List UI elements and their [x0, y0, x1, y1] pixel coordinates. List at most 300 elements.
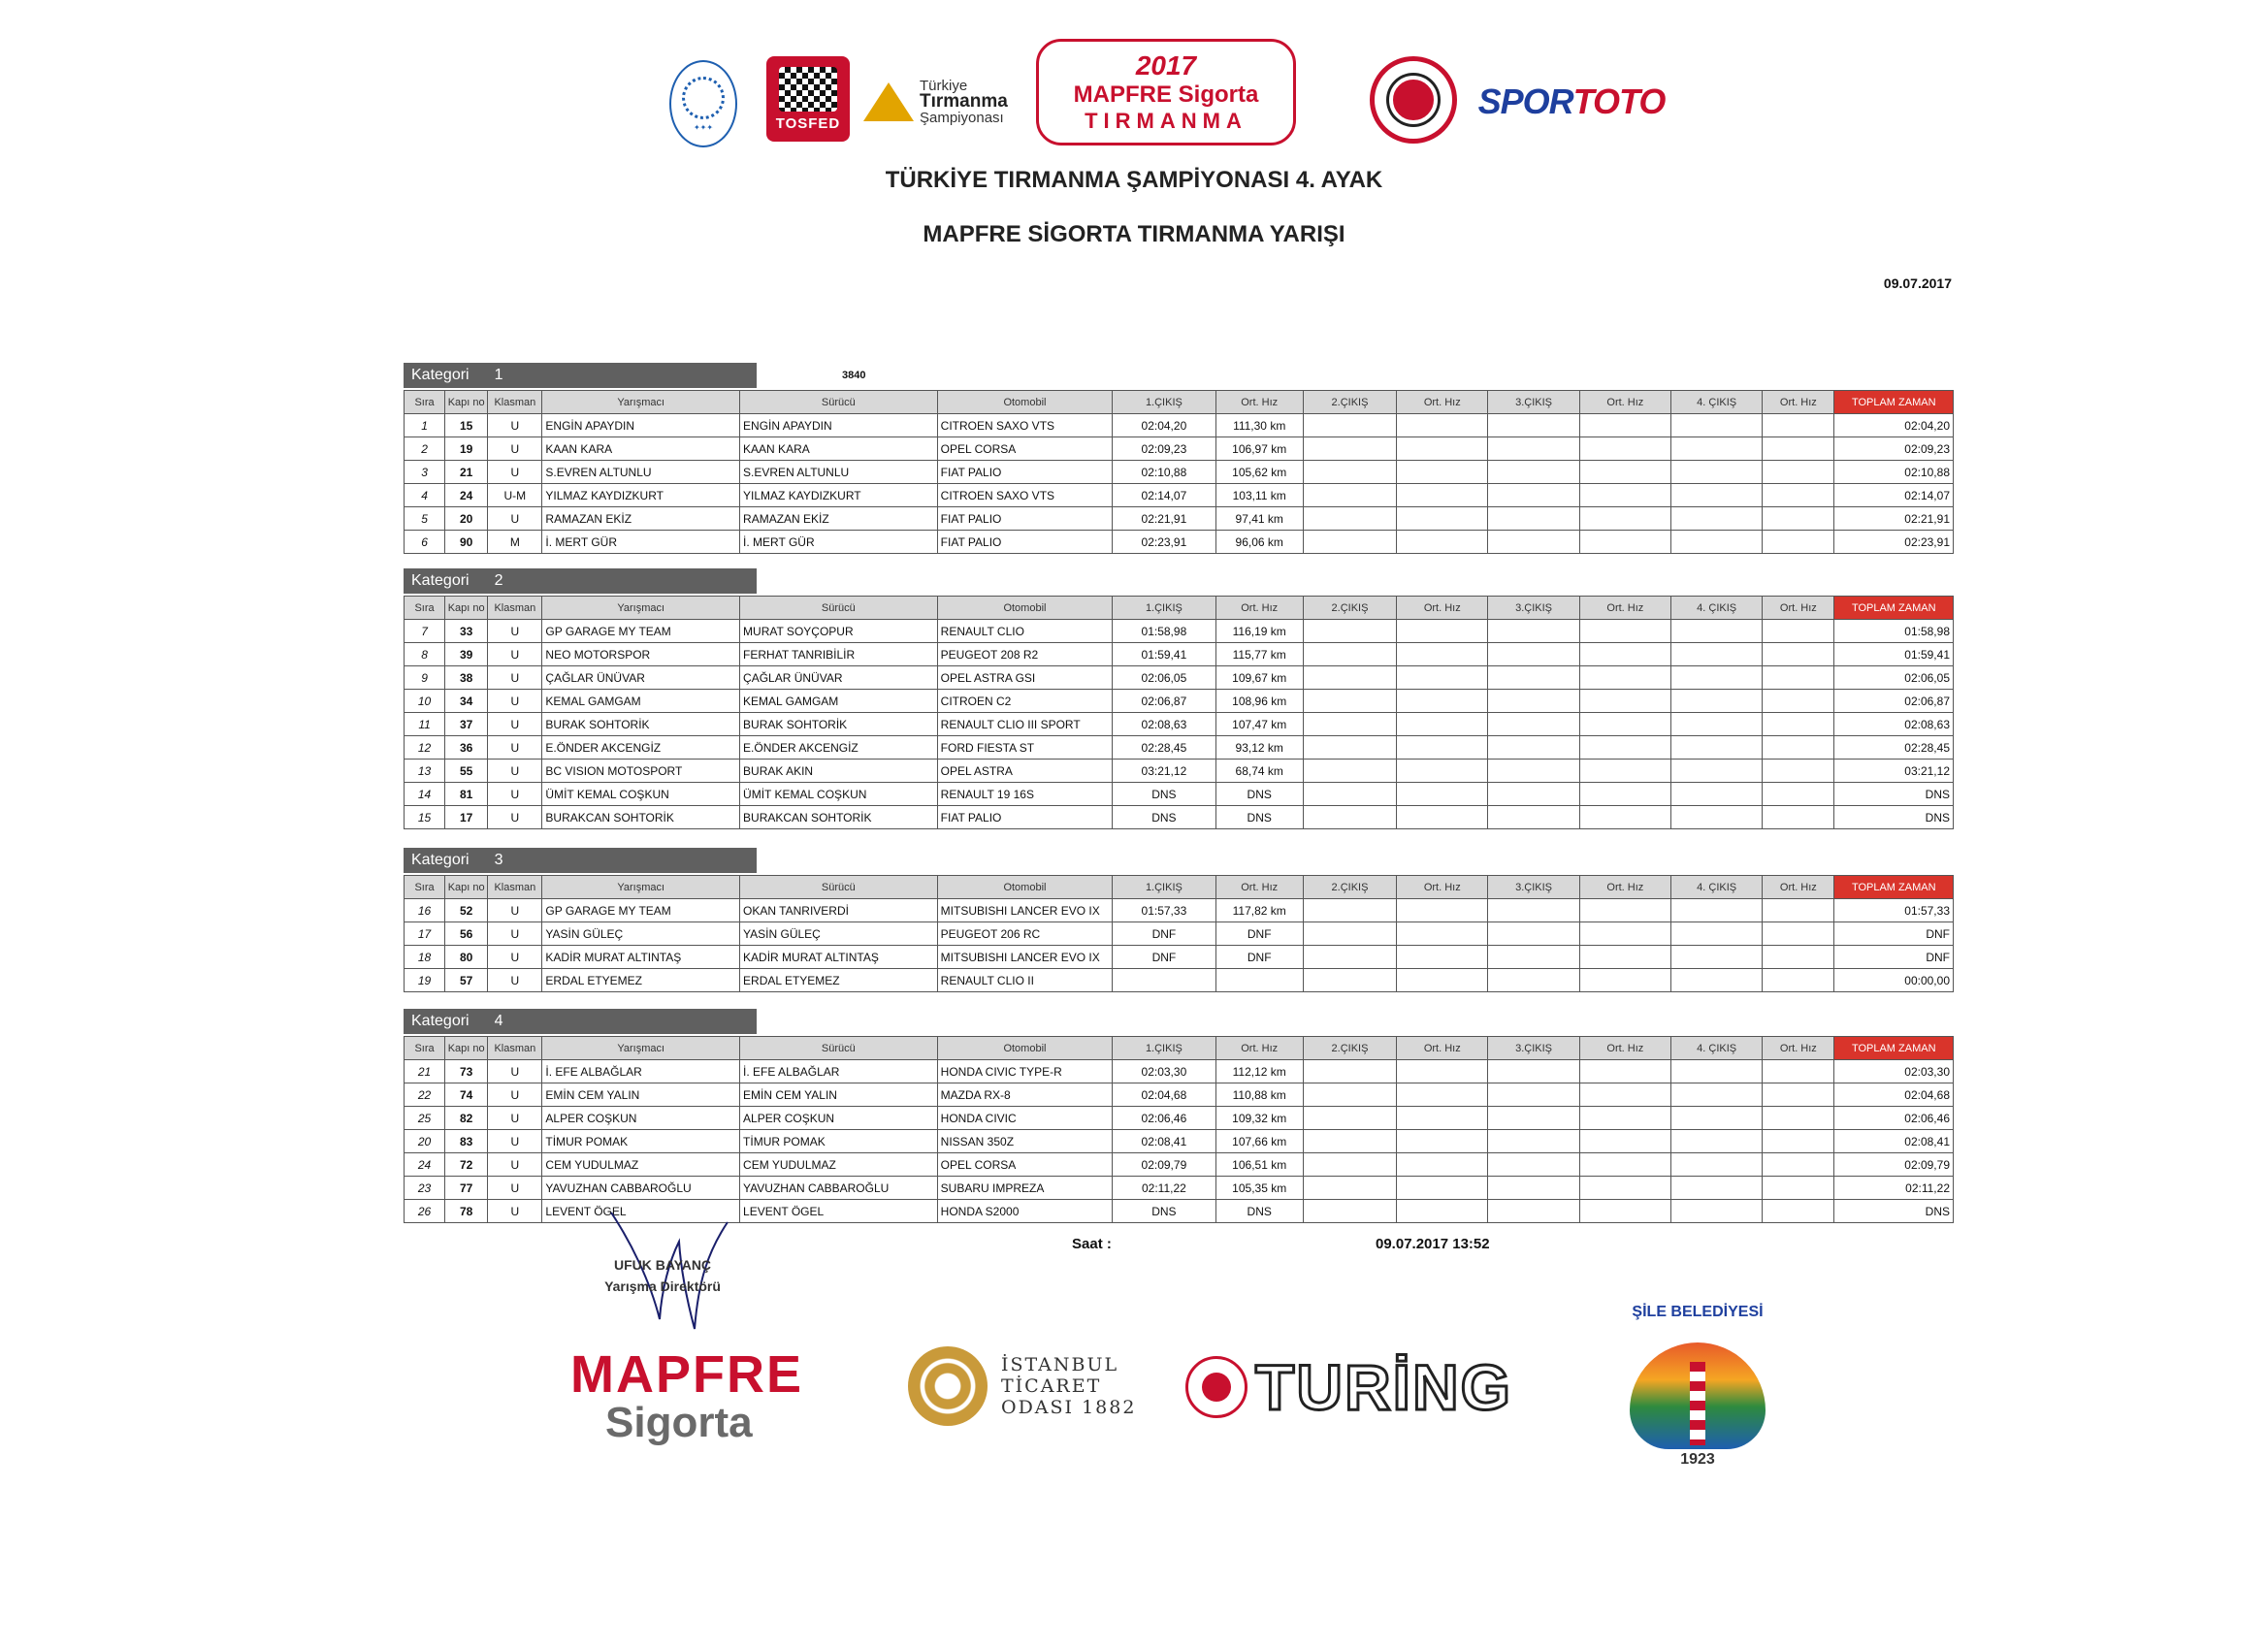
cell-competitor: NEO MOTORSPOR: [542, 643, 740, 666]
cell-driver: E.ÖNDER AKCENGİZ: [740, 736, 938, 760]
cell-rank: 15: [405, 806, 445, 829]
cell-total-time: 02:04,20: [1834, 414, 1954, 437]
cell-run4: [1670, 1177, 1762, 1200]
cell-car: PEUGEOT 208 R2: [937, 643, 1113, 666]
cell-competitor: KAAN KARA: [542, 437, 740, 461]
cell-speed3: [1579, 899, 1670, 922]
cell-run1: 01:57,33: [1113, 899, 1215, 922]
cell-run1: DNS: [1113, 806, 1215, 829]
column-header-run4: 4. ÇIKIŞ: [1670, 391, 1762, 414]
table-row: [405, 899, 1954, 922]
cell-run1: [1113, 969, 1215, 992]
sile-municipality-logo: ŞİLE BELEDİYESİ 1923: [1610, 1304, 1785, 1478]
category-label: Kategori: [411, 1013, 470, 1029]
cell-driver: YAVUZHAN CABBAROĞLU: [740, 1177, 938, 1200]
cell-speed2: [1397, 1083, 1488, 1107]
cell-car: FIAT PALIO: [937, 806, 1113, 829]
cell-speed2: [1397, 531, 1488, 554]
cell-speed1: 105,35 km: [1215, 1177, 1303, 1200]
cell-speed4: [1763, 484, 1834, 507]
table-row: [405, 1177, 1954, 1200]
cell-door-no: 19: [445, 437, 488, 461]
column-header-run3: 3.ÇIKIŞ: [1488, 391, 1579, 414]
cell-speed4: [1763, 461, 1834, 484]
cell-total-time: 02:23,91: [1834, 531, 1954, 554]
cell-car: MAZDA RX-8: [937, 1083, 1113, 1107]
cell-class: U: [488, 946, 542, 969]
table-row: [405, 1107, 1954, 1130]
cell-rank: 24: [405, 1153, 445, 1177]
table-row: [405, 1130, 1954, 1153]
cell-door-no: 77: [445, 1177, 488, 1200]
cell-run2: [1303, 783, 1396, 806]
cell-speed2: [1397, 1177, 1488, 1200]
cell-run1: 02:14,07: [1113, 484, 1215, 507]
column-header-run4: 4. ÇIKIŞ: [1670, 876, 1762, 899]
cell-driver: İ. EFE ALBAĞLAR: [740, 1060, 938, 1083]
director-title: Yarışma Direktörü: [604, 1278, 721, 1294]
column-header-run1: 1.ÇIKIŞ: [1113, 391, 1215, 414]
cell-rank: 20: [405, 1130, 445, 1153]
cell-run4: [1670, 1153, 1762, 1177]
cell-driver: BURAK SOHTORİK: [740, 713, 938, 736]
cell-competitor: GP GARAGE MY TEAM: [542, 899, 740, 922]
cell-run1: 02:21,91: [1113, 507, 1215, 531]
cell-run3: [1488, 484, 1579, 507]
cell-run1: 02:28,45: [1113, 736, 1215, 760]
cell-speed3: [1579, 461, 1670, 484]
cell-run2: [1303, 1153, 1396, 1177]
cell-run4: [1670, 946, 1762, 969]
championship-logo: Türkiye Tırmanma Şampiyonası: [863, 68, 1019, 136]
cell-class: U: [488, 899, 542, 922]
cell-class: U: [488, 1130, 542, 1153]
cell-run1: 02:06,46: [1113, 1107, 1215, 1130]
column-header-speed2: Ort. Hız: [1397, 876, 1488, 899]
column-header-door-no: Kapı no: [445, 876, 488, 899]
cell-run2: [1303, 620, 1396, 643]
cell-run3: [1488, 899, 1579, 922]
table-row: [405, 736, 1954, 760]
cell-door-no: 83: [445, 1130, 488, 1153]
cell-speed1: 109,32 km: [1215, 1107, 1303, 1130]
cell-speed2: [1397, 507, 1488, 531]
cell-driver: İ. MERT GÜR: [740, 531, 938, 554]
cell-total-time: 01:59,41: [1834, 643, 1954, 666]
cell-rank: 3: [405, 461, 445, 484]
cell-speed2: [1397, 783, 1488, 806]
cell-run1: 02:08,63: [1113, 713, 1215, 736]
cell-speed1: 96,06 km: [1215, 531, 1303, 554]
cell-total-time: DNF: [1834, 922, 1954, 946]
cell-run2: [1303, 1083, 1396, 1107]
cell-run1: 01:59,41: [1113, 643, 1215, 666]
cell-speed1: 107,66 km: [1215, 1130, 1303, 1153]
cell-class: U: [488, 1153, 542, 1177]
cell-rank: 13: [405, 760, 445, 783]
category-label: Kategori: [411, 367, 470, 383]
column-header-speed4: Ort. Hız: [1763, 876, 1834, 899]
cell-run1: 02:03,30: [1113, 1060, 1215, 1083]
cell-rank: 12: [405, 736, 445, 760]
cell-speed2: [1397, 1200, 1488, 1223]
cell-run3: [1488, 946, 1579, 969]
cell-speed4: [1763, 531, 1834, 554]
column-header-speed3: Ort. Hız: [1579, 1037, 1670, 1060]
cell-speed2: [1397, 899, 1488, 922]
cell-car: HONDA CIVIC: [937, 1107, 1113, 1130]
cell-door-no: 81: [445, 783, 488, 806]
category-number: 1: [494, 367, 503, 383]
document-date: 09.07.2017: [1883, 275, 1952, 291]
table-row: [405, 922, 1954, 946]
cell-class: U: [488, 1083, 542, 1107]
column-header-door-no: Kapı no: [445, 597, 488, 620]
cell-door-no: 39: [445, 643, 488, 666]
cell-driver: TİMUR POMAK: [740, 1130, 938, 1153]
cell-total-time: 02:04,68: [1834, 1083, 1954, 1107]
mapfre-sigorta-logo: MAPFRE Sigorta: [570, 1345, 803, 1446]
cell-speed4: [1763, 946, 1834, 969]
cell-run2: [1303, 437, 1396, 461]
cell-speed4: [1763, 1177, 1834, 1200]
cell-class: U: [488, 666, 542, 690]
cell-speed2: [1397, 1107, 1488, 1130]
cell-run3: [1488, 1200, 1579, 1223]
cell-run4: [1670, 643, 1762, 666]
cell-run2: [1303, 713, 1396, 736]
column-header-speed1: Ort. Hız: [1215, 597, 1303, 620]
cell-run1: DNS: [1113, 1200, 1215, 1223]
column-header-door-no: Kapı no: [445, 1037, 488, 1060]
cell-rank: 6: [405, 531, 445, 554]
cell-total-time: 02:06,46: [1834, 1107, 1954, 1130]
cell-class: U: [488, 922, 542, 946]
cell-competitor: YASİN GÜLEÇ: [542, 922, 740, 946]
column-header-run3: 3.ÇIKIŞ: [1488, 876, 1579, 899]
cell-speed1: 105,62 km: [1215, 461, 1303, 484]
cell-speed2: [1397, 969, 1488, 992]
cell-rank: 14: [405, 783, 445, 806]
cell-car: OPEL ASTRA: [937, 760, 1113, 783]
cell-door-no: 24: [445, 484, 488, 507]
cell-speed3: [1579, 946, 1670, 969]
cell-rank: 10: [405, 690, 445, 713]
cell-run3: [1488, 1177, 1579, 1200]
page-title: TÜRKİYE TIRMANMA ŞAMPİYONASI 4. AYAK: [885, 167, 1383, 193]
cell-speed3: [1579, 736, 1670, 760]
cell-run1: 03:21,12: [1113, 760, 1215, 783]
table-row: [405, 969, 1954, 992]
cell-speed2: [1397, 713, 1488, 736]
cell-speed2: [1397, 643, 1488, 666]
cell-car: CITROEN SAXO VTS: [937, 484, 1113, 507]
cell-speed1: 112,12 km: [1215, 1060, 1303, 1083]
cell-driver: ÇAĞLAR ÜNÜVAR: [740, 666, 938, 690]
cell-speed1: 103,11 km: [1215, 484, 1303, 507]
cell-run1: DNF: [1113, 946, 1215, 969]
cell-competitor: BURAK SOHTORİK: [542, 713, 740, 736]
cell-run1: DNS: [1113, 783, 1215, 806]
column-header-run4: 4. ÇIKIŞ: [1670, 597, 1762, 620]
cell-run3: [1488, 969, 1579, 992]
cell-total-time: 02:14,07: [1834, 484, 1954, 507]
cell-rank: 17: [405, 922, 445, 946]
cell-class: U: [488, 620, 542, 643]
cell-class: U: [488, 783, 542, 806]
cell-speed4: [1763, 713, 1834, 736]
cell-run4: [1670, 736, 1762, 760]
cell-run4: [1670, 783, 1762, 806]
cell-car: FIAT PALIO: [937, 531, 1113, 554]
table-row: [405, 1153, 1954, 1177]
cell-driver: KADİR MURAT ALTINTAŞ: [740, 946, 938, 969]
table-row: [405, 666, 1954, 690]
cell-door-no: 56: [445, 922, 488, 946]
cell-rank: 26: [405, 1200, 445, 1223]
cell-run2: [1303, 760, 1396, 783]
column-header-speed4: Ort. Hız: [1763, 391, 1834, 414]
results-table: [404, 596, 1954, 829]
cell-total-time: DNS: [1834, 1200, 1954, 1223]
cell-class: U: [488, 736, 542, 760]
event-logo: 2017 MAPFRE Sigorta TIRMANMA: [1036, 39, 1296, 146]
cell-speed2: [1397, 736, 1488, 760]
cell-total-time: 02:08,63: [1834, 713, 1954, 736]
cell-car: FIAT PALIO: [937, 507, 1113, 531]
cell-run3: [1488, 1107, 1579, 1130]
column-header-run2: 2.ÇIKIŞ: [1303, 391, 1396, 414]
cell-speed4: [1763, 1083, 1834, 1107]
cell-run4: [1670, 899, 1762, 922]
cell-competitor: YILMAZ KAYDIZKURT: [542, 484, 740, 507]
cell-speed4: [1763, 806, 1834, 829]
table-row: [405, 690, 1954, 713]
cell-speed2: [1397, 414, 1488, 437]
cell-speed4: [1763, 643, 1834, 666]
results-table: [404, 1036, 1954, 1223]
cell-speed3: [1579, 437, 1670, 461]
cell-total-time: 02:06,87: [1834, 690, 1954, 713]
cell-total-time: 02:09,79: [1834, 1153, 1954, 1177]
cell-speed2: [1397, 806, 1488, 829]
document-code: 3840: [842, 370, 866, 381]
cell-class: U: [488, 713, 542, 736]
cell-speed3: [1579, 643, 1670, 666]
istanbul-chamber-logo: İSTANBUL TİCARET ODASI 1882: [908, 1342, 1180, 1430]
cell-car: CITROEN SAXO VTS: [937, 414, 1113, 437]
cell-run4: [1670, 969, 1762, 992]
cell-car: MITSUBISHI LANCER EVO IX: [937, 899, 1113, 922]
turing-logo: TURİNG: [1185, 1350, 1573, 1424]
cell-speed4: [1763, 1130, 1834, 1153]
cell-car: RENAULT CLIO II: [937, 969, 1113, 992]
cell-speed2: [1397, 946, 1488, 969]
column-header-car: Otomobil: [937, 876, 1113, 899]
cell-door-no: 78: [445, 1200, 488, 1223]
column-header-rank: Sıra: [405, 1037, 445, 1060]
cell-competitor: ENGİN APAYDIN: [542, 414, 740, 437]
cell-run1: 01:58,98: [1113, 620, 1215, 643]
header-row: [405, 391, 1954, 414]
cell-car: RENAULT 19 16S: [937, 783, 1113, 806]
cell-total-time: 02:08,41: [1834, 1130, 1954, 1153]
cell-run2: [1303, 531, 1396, 554]
cell-run2: [1303, 922, 1396, 946]
cell-speed1: 106,51 km: [1215, 1153, 1303, 1177]
cell-run2: [1303, 1130, 1396, 1153]
cell-speed3: [1579, 969, 1670, 992]
cell-door-no: 73: [445, 1060, 488, 1083]
cell-speed3: [1579, 783, 1670, 806]
cell-total-time: 02:03,30: [1834, 1060, 1954, 1083]
header-row: [405, 1037, 1954, 1060]
cell-competitor: EMİN CEM YALIN: [542, 1083, 740, 1107]
cell-speed1: 111,30 km: [1215, 414, 1303, 437]
cell-class: U: [488, 461, 542, 484]
cell-total-time: 03:21,12: [1834, 760, 1954, 783]
cell-speed3: [1579, 666, 1670, 690]
cell-door-no: 33: [445, 620, 488, 643]
category-header: [404, 848, 757, 873]
category-label: Kategori: [411, 572, 470, 589]
cell-speed4: [1763, 922, 1834, 946]
column-header-run4: 4. ÇIKIŞ: [1670, 1037, 1762, 1060]
cell-run3: [1488, 713, 1579, 736]
cell-run1: 02:09,23: [1113, 437, 1215, 461]
column-header-speed4: Ort. Hız: [1763, 1037, 1834, 1060]
cell-run1: 02:04,68: [1113, 1083, 1215, 1107]
column-header-run3: 3.ÇIKIŞ: [1488, 1037, 1579, 1060]
club-emblem-logo: [1370, 56, 1457, 144]
column-header-speed2: Ort. Hız: [1397, 1037, 1488, 1060]
column-header-run1: 1.ÇIKIŞ: [1113, 597, 1215, 620]
cell-run2: [1303, 1200, 1396, 1223]
cell-car: MITSUBISHI LANCER EVO IX: [937, 946, 1113, 969]
cell-run1: 02:06,05: [1113, 666, 1215, 690]
cell-run2: [1303, 461, 1396, 484]
cell-competitor: LEVENT ÖGEL: [542, 1200, 740, 1223]
cell-run3: [1488, 437, 1579, 461]
cell-run3: [1488, 1130, 1579, 1153]
cell-total-time: 00:00,00: [1834, 969, 1954, 992]
cell-total-time: 02:28,45: [1834, 736, 1954, 760]
cell-speed3: [1579, 690, 1670, 713]
cell-car: NISSAN 350Z: [937, 1130, 1113, 1153]
cell-total-time: DNS: [1834, 783, 1954, 806]
cell-total-time: DNF: [1834, 946, 1954, 969]
column-header-competitor: Yarışmacı: [542, 876, 740, 899]
category-header: [404, 568, 757, 594]
cell-run3: [1488, 760, 1579, 783]
cell-run2: [1303, 969, 1396, 992]
table-row: [405, 484, 1954, 507]
cell-speed4: [1763, 620, 1834, 643]
column-header-driver: Sürücü: [740, 1037, 938, 1060]
cell-run4: [1670, 806, 1762, 829]
header-row: [405, 597, 1954, 620]
cell-competitor: S.EVREN ALTUNLU: [542, 461, 740, 484]
cell-door-no: 21: [445, 461, 488, 484]
cell-car: HONDA CIVIC TYPE-R: [937, 1060, 1113, 1083]
cell-driver: ALPER COŞKUN: [740, 1107, 938, 1130]
cell-competitor: TİMUR POMAK: [542, 1130, 740, 1153]
column-header-speed2: Ort. Hız: [1397, 597, 1488, 620]
cell-car: RENAULT CLIO: [937, 620, 1113, 643]
cell-rank: 23: [405, 1177, 445, 1200]
cell-door-no: 74: [445, 1083, 488, 1107]
cell-speed3: [1579, 1083, 1670, 1107]
column-header-driver: Sürücü: [740, 597, 938, 620]
cell-speed3: [1579, 1153, 1670, 1177]
cell-run1: 02:11,22: [1113, 1177, 1215, 1200]
cell-door-no: 38: [445, 666, 488, 690]
cell-class: U: [488, 1200, 542, 1223]
column-header-rank: Sıra: [405, 876, 445, 899]
cell-run4: [1670, 531, 1762, 554]
cell-speed4: [1763, 899, 1834, 922]
header-row: [405, 876, 1954, 899]
director-name: UFUK BAYANÇ: [613, 1257, 712, 1273]
cell-run3: [1488, 783, 1579, 806]
cell-driver: RAMAZAN EKİZ: [740, 507, 938, 531]
cell-class: U: [488, 414, 542, 437]
category-header: [404, 1009, 757, 1034]
cell-class: U: [488, 1060, 542, 1083]
cell-run3: [1488, 1060, 1579, 1083]
cell-run3: [1488, 1083, 1579, 1107]
cell-speed4: [1763, 666, 1834, 690]
column-header-rank: Sıra: [405, 391, 445, 414]
column-header-total-time: TOPLAM ZAMAN: [1834, 1037, 1954, 1060]
cell-run4: [1670, 437, 1762, 461]
cell-run3: [1488, 620, 1579, 643]
cell-car: OPEL ASTRA GSI: [937, 666, 1113, 690]
cell-door-no: 90: [445, 531, 488, 554]
cell-speed3: [1579, 507, 1670, 531]
cell-speed4: [1763, 969, 1834, 992]
cell-speed2: [1397, 666, 1488, 690]
cell-run4: [1670, 1083, 1762, 1107]
category-label: Kategori: [411, 852, 470, 868]
page-subtitle: MAPFRE SİGORTA TIRMANMA YARIŞI: [923, 221, 1345, 247]
cell-run4: [1670, 1107, 1762, 1130]
column-header-total-time: TOPLAM ZAMAN: [1834, 876, 1954, 899]
cell-driver: KEMAL GAMGAM: [740, 690, 938, 713]
cell-total-time: DNS: [1834, 806, 1954, 829]
cell-car: RENAULT CLIO III SPORT: [937, 713, 1113, 736]
cell-competitor: KEMAL GAMGAM: [542, 690, 740, 713]
cell-class: U: [488, 643, 542, 666]
table-row: [405, 1060, 1954, 1083]
results-table: [404, 390, 1954, 554]
table-row: [405, 461, 1954, 484]
cell-speed1: DNS: [1215, 1200, 1303, 1223]
column-header-run2: 2.ÇIKIŞ: [1303, 876, 1396, 899]
column-header-class: Klasman: [488, 391, 542, 414]
column-header-class: Klasman: [488, 876, 542, 899]
column-header-door-no: Kapı no: [445, 391, 488, 414]
cell-total-time: 01:57,33: [1834, 899, 1954, 922]
cell-run3: [1488, 806, 1579, 829]
cell-door-no: 15: [445, 414, 488, 437]
cell-driver: KAAN KARA: [740, 437, 938, 461]
cell-class: U: [488, 806, 542, 829]
cell-rank: 21: [405, 1060, 445, 1083]
cell-run2: [1303, 643, 1396, 666]
cell-rank: 9: [405, 666, 445, 690]
results-table: [404, 875, 1954, 992]
